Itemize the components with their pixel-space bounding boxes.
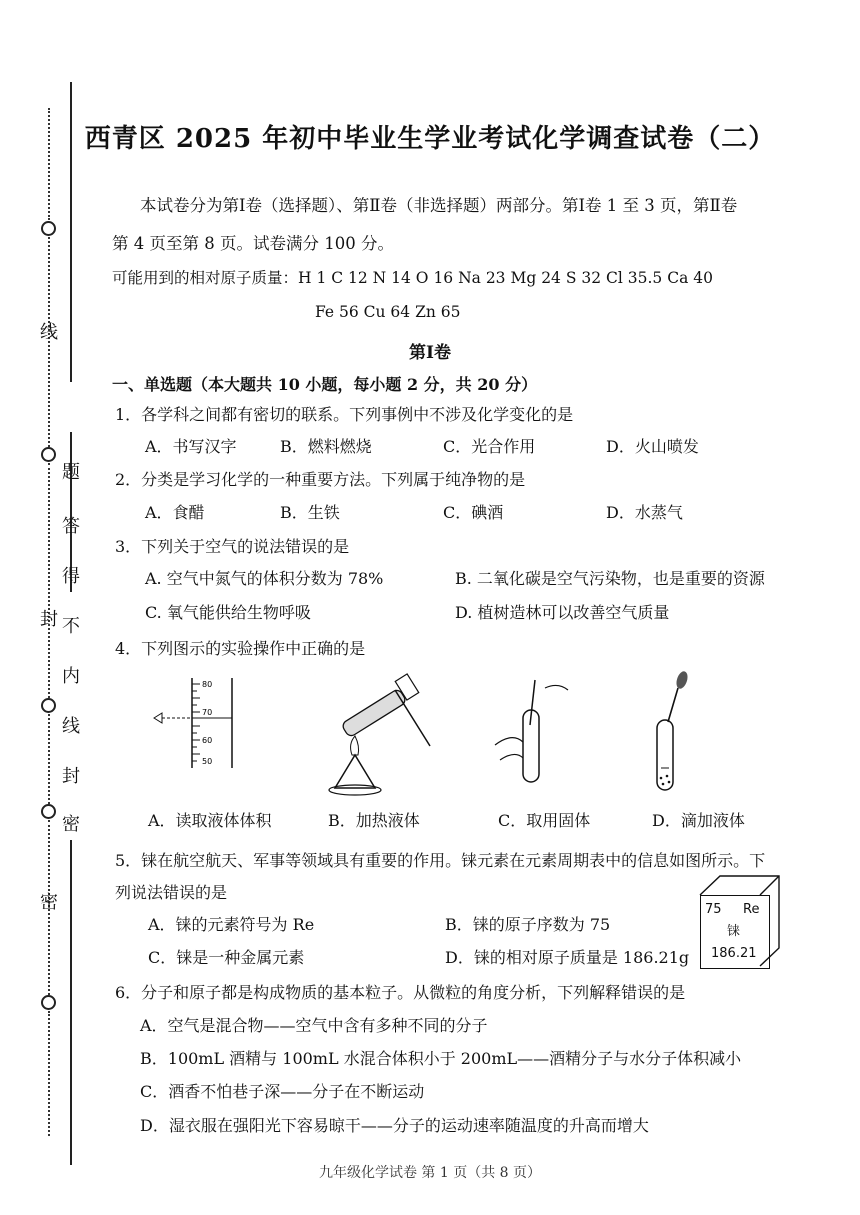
margin-label: 密 <box>62 814 80 835</box>
intro-line-2: 第 4 页至第 8 页。试卷满分 100 分。 <box>112 234 394 253</box>
atomic-mass-line-2: Fe 56 Cu 64 Zn 65 <box>315 303 461 321</box>
option: D．火山喷发 <box>606 437 699 456</box>
margin-label: 封 <box>40 609 58 630</box>
option: A．铼的元素符号为 Re <box>148 915 315 934</box>
atomic-mass-line: 可能用到的相对原子质量：H 1 C 12 N 14 O 16 Na 23 Mg 24 S 32 Cl 35.5 Ca 40 <box>112 269 713 287</box>
dotted-binding-line <box>48 463 50 698</box>
option: C．酒香不怕巷子深——分子在不断运动 <box>140 1082 425 1101</box>
option: A. 空气中氮气的体积分数为 78% <box>145 569 384 588</box>
tick-label: 80 <box>202 680 213 689</box>
question-stem: 2．分类是学习化学的一种重要方法。下列属于纯净物的是 <box>115 470 526 489</box>
question-stem: 4．下列图示的实验操作中正确的是 <box>115 639 366 658</box>
figure-b-heating <box>329 674 430 795</box>
option: A．空气是混合物——空气中含有多种不同的分子 <box>140 1016 488 1035</box>
question-stem: 5．铼在航空航天、军事等领域具有重要的作用。铼元素在元素周期表中的信息如图所示。下 <box>115 851 766 870</box>
option: D．水蒸气 <box>606 503 683 522</box>
option: D. 植树造林可以改善空气质量 <box>455 603 670 622</box>
margin-label: 线 <box>40 322 58 343</box>
dotted-binding-line <box>48 714 50 804</box>
page-footer: 九年级化学试卷 第 1 页（共 8 页） <box>318 1165 542 1181</box>
question-stem: 3．下列关于空气的说法错误的是 <box>115 537 350 556</box>
binding-hole <box>41 804 56 819</box>
option: B．加热液体 <box>328 811 420 830</box>
option: A．书写汉字 <box>145 437 237 456</box>
tick-label: 50 <box>202 757 213 766</box>
option: B. 二氧化碳是空气污染物，也是重要的资源 <box>455 569 765 588</box>
margin-label: 答 <box>62 516 80 537</box>
option: A．读取液体体积 <box>148 811 272 830</box>
dotted-binding-line <box>48 1011 50 1136</box>
intro-line-1: 本试卷分为第Ⅰ卷（选择题）、第Ⅱ卷（非选择题）两部分。第Ⅰ卷 1 至 3 页，第Ⅱ卷 <box>140 196 738 215</box>
figure-c-solid <box>495 680 568 782</box>
question-stem-continued: 列说法错误的是 <box>115 883 228 902</box>
option: A．食醋 <box>145 503 205 522</box>
section-title: 一、单选题（本大题共 10 小题，每小题 2 分，共 20 分） <box>112 375 538 394</box>
question-stem: 6．分子和原子都是构成物质的基本粒子。从微粒的角度分析，下列解释错误的是 <box>115 983 686 1002</box>
option: C．铼是一种金属元素 <box>148 948 305 967</box>
margin-label: 得 <box>62 566 80 587</box>
option: D．滴加液体 <box>652 811 745 830</box>
option: C. 氧气能供给生物呼吸 <box>145 603 311 622</box>
exam-title: 西青区 2025 年初中毕业生学业考试化学调查试卷（二） <box>84 124 776 154</box>
option: C．碘酒 <box>443 503 504 522</box>
option: C．光合作用 <box>443 437 536 456</box>
option: B．生铁 <box>280 503 340 522</box>
option: B．燃料燃烧 <box>280 437 372 456</box>
atomic-mass: 186.21 <box>711 946 757 961</box>
margin-label: 题 <box>62 462 80 483</box>
tick-label: 70 <box>202 708 213 717</box>
question-stem: 1．各学科之间都有密切的联系。下列事例中不涉及化学变化的是 <box>115 405 574 424</box>
binding-hole <box>41 447 56 462</box>
margin-label: 密 <box>40 892 58 913</box>
experiment-figures <box>140 670 780 805</box>
margin-label: 内 <box>62 666 80 687</box>
element-card <box>700 895 770 969</box>
option: C．取用固体 <box>498 811 591 830</box>
binding-hole <box>41 221 56 236</box>
binding-hole <box>41 698 56 713</box>
binding-hole <box>41 995 56 1010</box>
option: B．铼的原子序数为 75 <box>445 915 611 934</box>
element-symbol: Re <box>743 902 760 917</box>
element-name: 铼 <box>727 924 741 939</box>
margin-label: 封 <box>62 766 80 787</box>
volume-title: 第Ⅰ卷 <box>409 343 451 363</box>
figure-a-cylinder <box>154 678 232 768</box>
option: D．铼的相对原子质量是 186.21g <box>445 948 690 967</box>
option: B．100mL 酒精与 100mL 水混合体积小于 200mL——酒精分子与水分子体积减小 <box>140 1049 742 1068</box>
atomic-number: 75 <box>705 902 722 917</box>
margin-label: 线 <box>62 716 80 737</box>
margin-label: 不 <box>62 616 80 637</box>
option: D．湿衣服在强阳光下容易晾干——分子的运动速率随温度的升高而增大 <box>140 1116 649 1135</box>
figure-d-dropper <box>657 670 690 790</box>
tick-label: 60 <box>202 736 213 745</box>
margin-solid-line <box>70 840 72 1165</box>
